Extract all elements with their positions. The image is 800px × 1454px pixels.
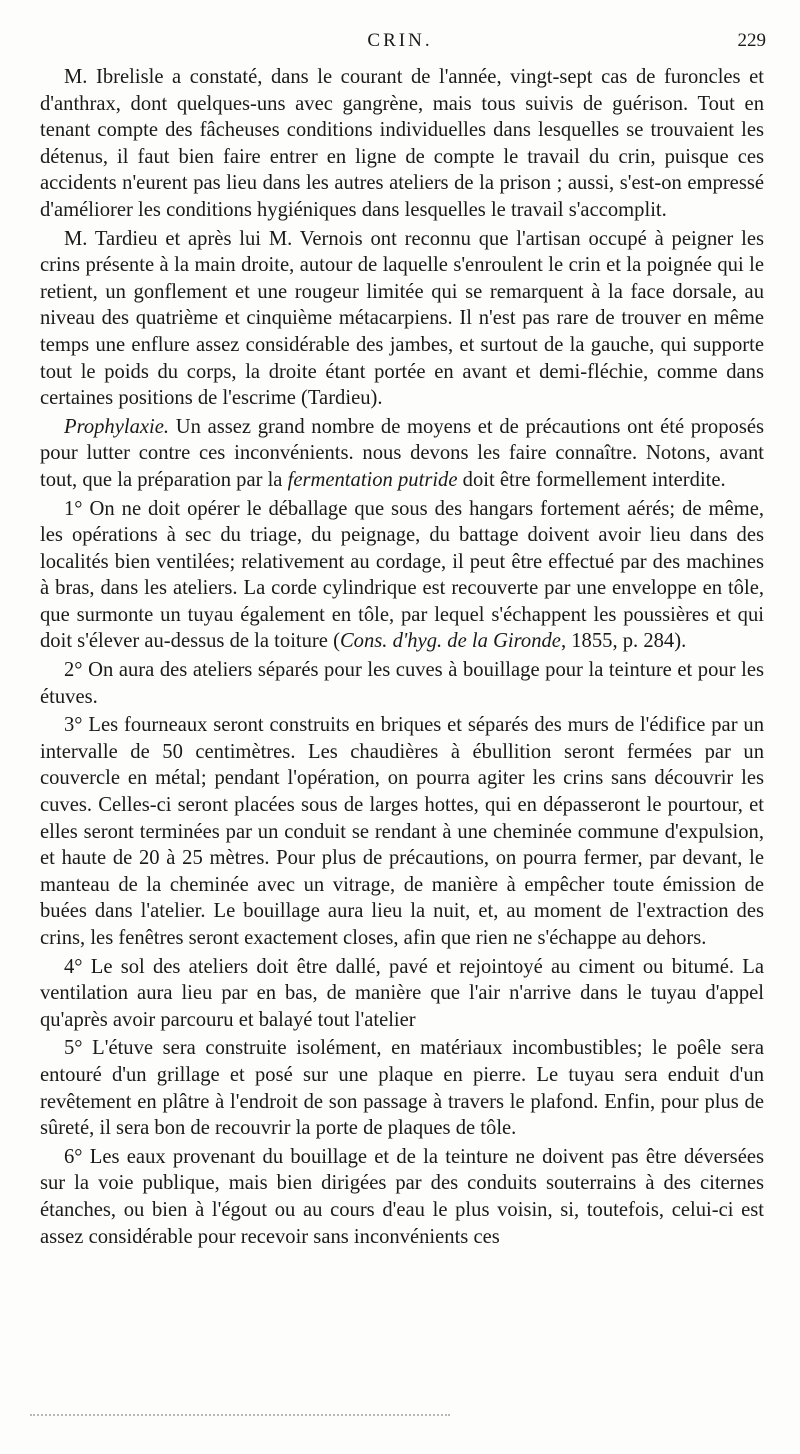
paragraph-tardieu: M. Tardieu et après lui M. Vernois ont reconnu que l'artisan occupé à peigner les crins présente à la main droite, autour de laquelle s'enroulent le crin et la poignée qui le retient, un gonflement et une rougeur limitée qui se remarquent à la face dorsale, au niveau des quatrième et cinquième métacarpiens. Il n'est pas rare de trouver en même temps une enflure assez considérable des jambes, et surtout de la gauche, qui supporte tout le poids du corps, la droite étant portée en avant et demi-fléchie, comme dans certaines positions de l'escrime (Tardieu). <box>40 227 764 410</box>
item-1-citation: Cons. d'hyg. de la Gironde <box>339 630 561 653</box>
footer-rule <box>30 1414 450 1418</box>
paragraph-item-6: 6° Les eaux provenant du bouillage et de la teinture ne doivent pas être déversées sur la voie publique, mais bien dirigées par des conduits souterrains à des citernes étanches, ou bien à l'égout ou au cours d'eau le plus voisin, si, toutefois, celui-ci est assez considérable pour recevoir sans inconvénients ces <box>40 1145 764 1248</box>
paragraph-item-2: 2° On aura des ateliers séparés pour les cuves à bouillage pour la teinture et pour les étuves. <box>40 659 764 708</box>
paragraph-furoncles: M. Ibrelisle a constaté, dans le courant de l'année, vingt-sept cas de furoncles et d'anthrax, dont quelques-uns avec gangrène, mais tous suivis de guérison. Tout en tenant compte des fâcheuses conditions individuelles dans lesquelles se trouvaient les détenus, il faut bien faire entrer en ligne de compte le travail du crin, puisque ces accidents n'eurent pas lieu dans les autres ateliers de la prison ; aussi, s'est-on empressé d'améliorer les conditions hygiéniques dans lesquelles le travail s'accomplit. <box>40 66 764 221</box>
paragraph-item-3: 3° Les fourneaux seront construits en briques et séparés des murs de l'édifice par un intervalle de 50 centimètres. Les chaudières à ébullition seront fermées par un couvercle en métal; pendant l'opération, on pourra agiter les crins sans découvrir les cuves. Celles-ci seront placées sous de larges hottes, qui en dépasseront le pourtour, et elles seront terminées par un conduit se rendant à une cheminée commune d'expulsion, et haute de 20 à 25 mètres. Pour plus de précautions, on pourra fermer, par devant, le manteau de la cheminée avec un vitrage, de manière à empêcher toute émission de buées dans l'atelier. Le bouillage aura lieu la nuit, et, au moment de l'extraction des crins, les fenêtres seront exactement closes, afin que rien ne s'échappe au dehors. <box>40 714 764 949</box>
fermentation-putride: fermentation putride <box>287 468 458 491</box>
prophylaxie-text-b: doit être formellement interdite. <box>457 468 726 491</box>
body-text <box>40 60 764 1250</box>
prophylaxie-text-a: Un assez grand nombre de moyens et de précautions ont été proposés pour lutter contre ces inconvénients. nous devons les faire connaître. Notons, avant tout, que la préparation par la <box>40 415 764 491</box>
running-title: CRIN. <box>367 30 433 51</box>
page-number: 229 <box>737 30 766 51</box>
paragraph-item-5: 5° L'étuve sera construite isolément, en matériaux incombustibles; le poêle sera entouré d'un grillage et posé sur une plaque en pierre. Le tuyau sera enduit d'un revêtement en plâtre à l'endroit de son passage à travers le plafond. Enfin, pour plus de sûreté, il sera bon de recouvrir la porte de plaques de tôle. <box>40 1037 764 1140</box>
item-1-text-b: , 1855, p. 284). <box>560 630 687 653</box>
paragraph-item-4: 4° Le sol des ateliers doit être dallé, pavé et rejointoyé au ciment ou bitumé. La ventilation aura lieu par en bas, de manière que l'air n'arrive dans le tuyau d'appel qu'après avoir parcouru et balayé tout l'atelier <box>40 955 764 1031</box>
item-1-text-a: 1° On ne doit opérer le déballage que sous des hangars fortement aérés; de même, les opérations à sec du triage, du peignage, du battage doivent avoir lieu dans des localités bien ventilées; relativement au cordage, il peut être effectué par des machines à bras, dans les ateliers. La corde cylindrique est recouverte par une enveloppe en tôle, que surmonte un tuyau également en tôle, par lequel s'échappent les poussières et qui doit s'élever au-dessus de la toiture ( <box>40 497 764 653</box>
paragraph-prophylaxie <box>40 414 764 494</box>
prophylaxie-heading: Prophylaxie. <box>64 415 170 438</box>
paragraph-item-1 <box>40 496 764 656</box>
running-head <box>0 26 800 54</box>
